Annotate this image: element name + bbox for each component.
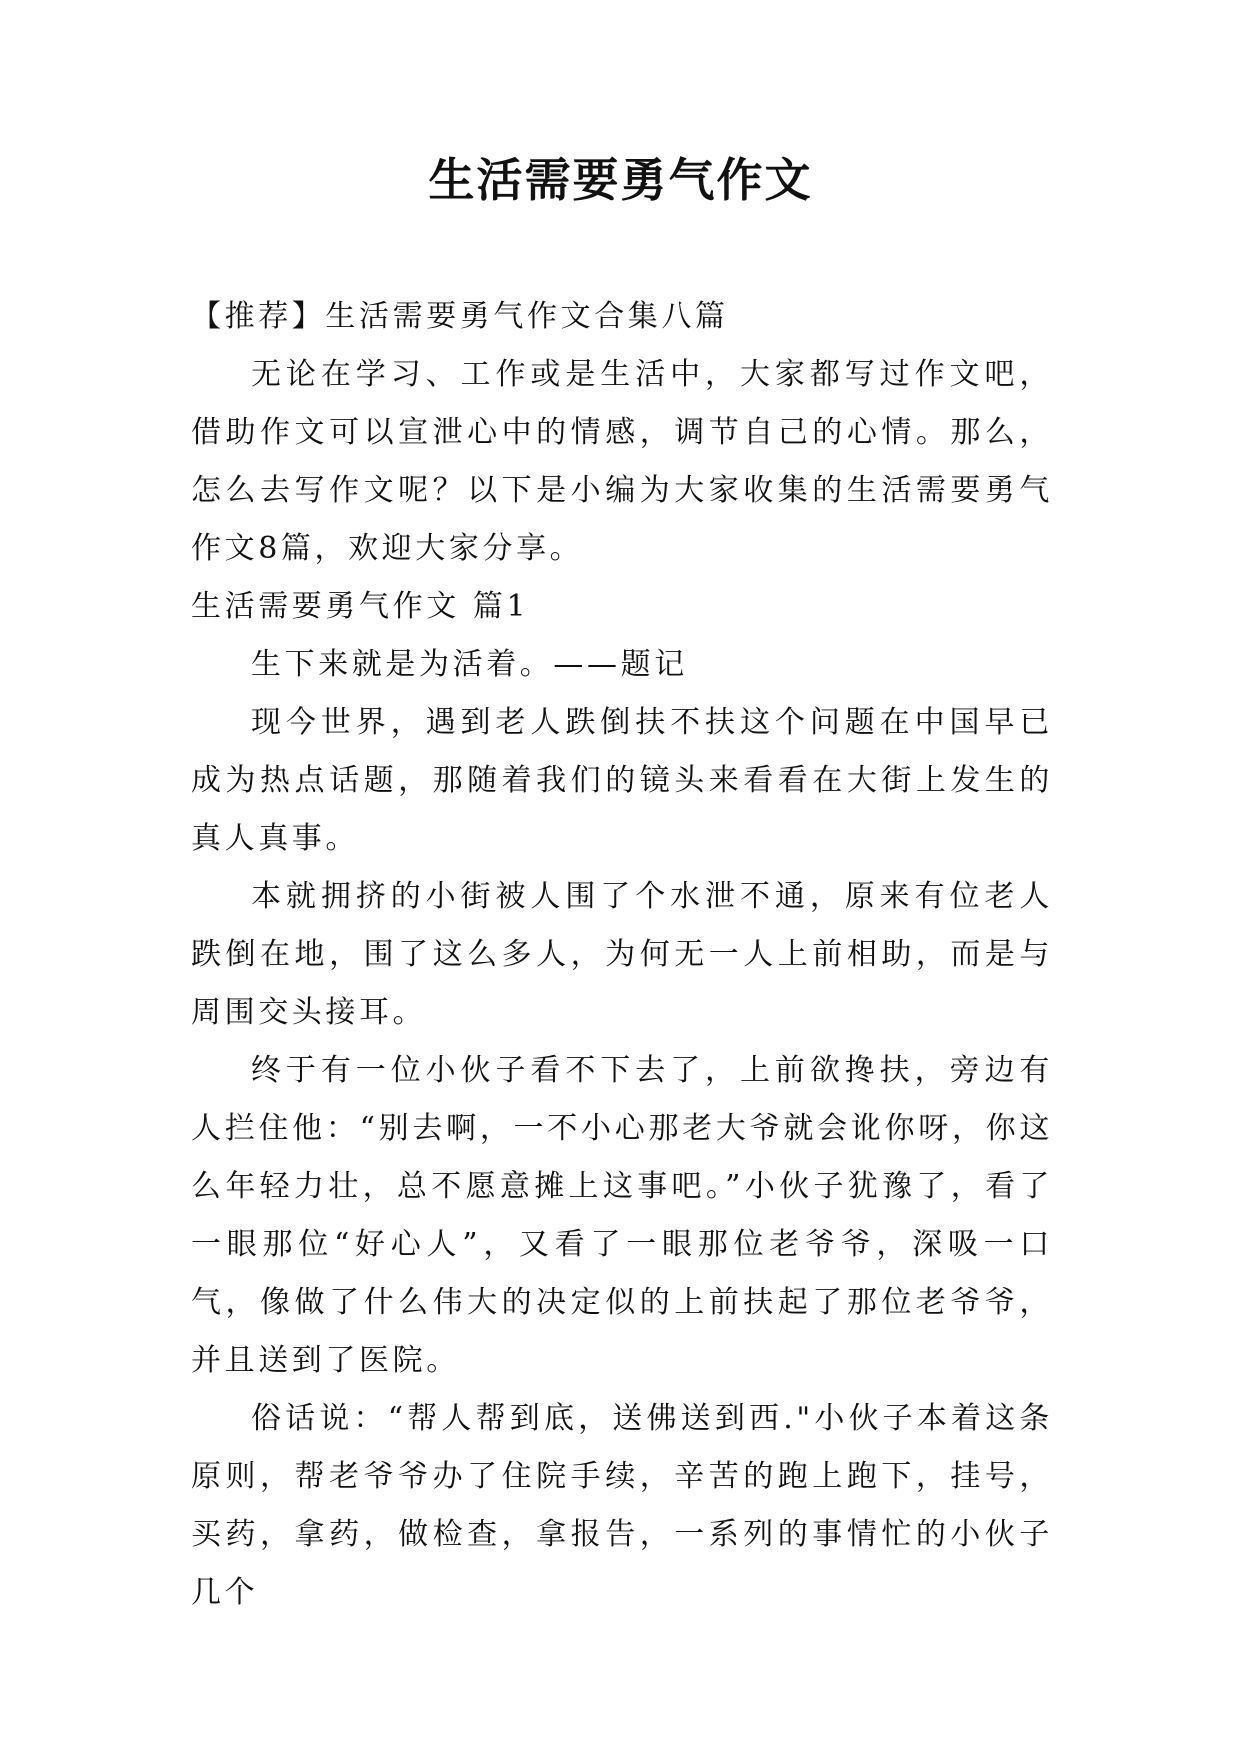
epigraph-paragraph: 生下来就是为活着。——题记 xyxy=(251,647,688,682)
document-title: 生活需要勇气作文 xyxy=(428,153,813,207)
document-body xyxy=(191,288,1053,1622)
body-paragraph: 俗话说：“帮人帮到底，送佛送到西."小伙子本着这条原则，帮老爷爷办了住院手续，辛苦的跑上跑下，挂号，买药，拿药，做检查，拿报告，一系列的事情忙的小伙子几个 xyxy=(191,1401,1053,1610)
section-heading: 生活需要勇气作文 篇1 xyxy=(191,589,530,624)
body-paragraph: 本就拥挤的小街被人围了个水泄不通，原来有位老人跌倒在地，围了这么多人，为何无一人上前相助，而是与周围交头接耳。 xyxy=(191,879,1053,1030)
subtitle-paragraph: 【推荐】生活需要勇气作文合集八篇 xyxy=(191,299,729,334)
body-paragraph: 终于有一位小伙子看不下去了，上前欲搀扶，旁边有人拦住他：“别去啊，一不小心那老大爷就会讹你呀，你这么年轻力壮，总不愿意摊上这事吧。”小伙子犹豫了，看了一眼那位“好心人”，又看了一眼那位老爷爷，深吸一口气，像做了什么伟大的决定似的上前扶起了那位老爷爷，并且送到了医院。 xyxy=(191,1053,1053,1378)
intro-paragraph: 无论在学习、工作或是生活中，大家都写过作文吧，借助作文可以宣泄心中的情感，调节自己的心情。那么，怎么去写作文呢？以下是小编为大家收集的生活需要勇气作文8篇，欢迎大家分享。 xyxy=(191,357,1053,566)
body-paragraph: 现今世界，遇到老人跌倒扶不扶这个问题在中国早已成为热点话题，那随着我们的镜头来看看在大街上发生的真人真事。 xyxy=(191,705,1053,856)
